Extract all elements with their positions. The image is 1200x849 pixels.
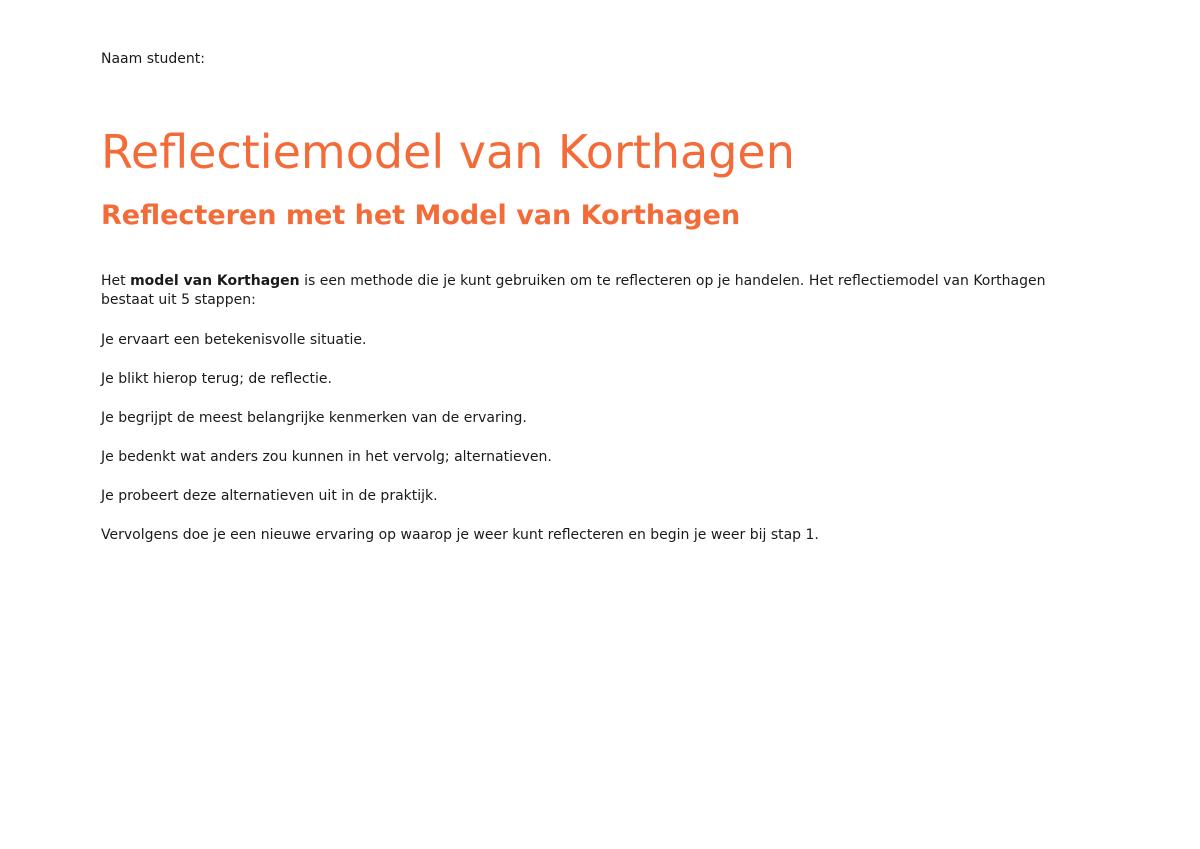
intro-prefix: Het — [101, 273, 131, 289]
intro-suffix: is een methode die je kunt gebruiken om te reflecteren op je handelen. Het reflectiemodel van Korthagen bestaat uit 5 stappen: — [101, 273, 1046, 308]
intro-paragraph — [101, 272, 1091, 310]
step-item: Je ervaart een betekenisvolle situatie. — [101, 332, 367, 348]
step-item: Je begrijpt de meest belangrijke kenmerken van de ervaring. — [101, 410, 527, 426]
step-item: Je blikt hierop terug; de reflectie. — [101, 371, 332, 387]
step-item: Je probeert deze alternatieven uit in de praktijk. — [101, 488, 438, 504]
step-item: Je bedenkt wat anders zou kunnen in het vervolg; alternatieven. — [101, 449, 552, 465]
student-name-label: Naam student: — [101, 51, 205, 67]
document-title: Reflectiemodel van Korthagen — [101, 125, 795, 179]
step-item: Vervolgens doe je een nieuwe ervaring op waarop je weer kunt reflecteren en begin je weer bij stap 1. — [101, 527, 819, 543]
steps-list — [101, 331, 819, 565]
document-subtitle: Reflecteren met het Model van Korthagen — [101, 200, 741, 231]
intro-model-name: model van Korthagen — [130, 273, 300, 289]
